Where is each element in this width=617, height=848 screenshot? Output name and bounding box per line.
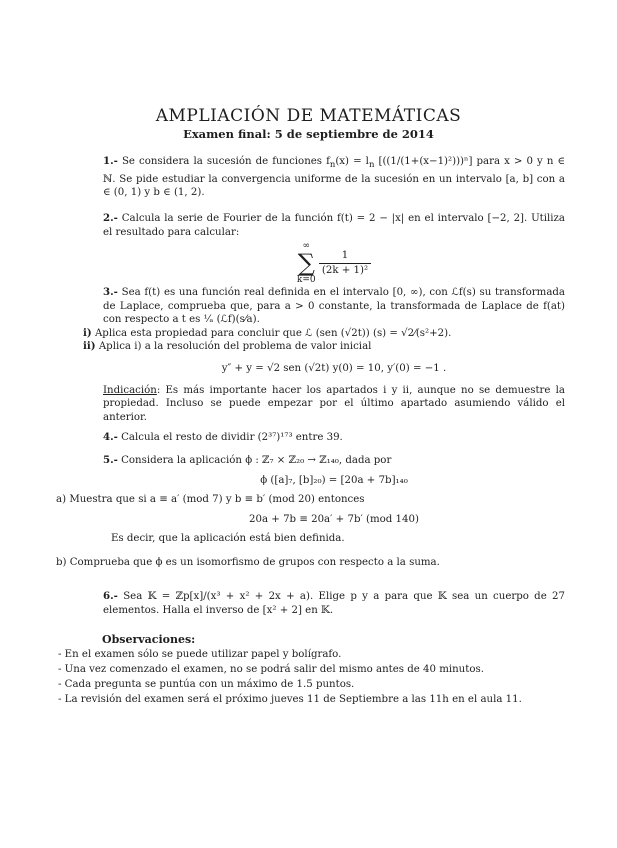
part-a xyxy=(56,493,565,507)
problem-text: Sea f(t) es una función real definida en el intervalo [0, ∞), con ℒf(s) su transformada de Laplace, comprueba que, para a > 0 constante, la transformada de Laplace de f(at) con respecto a t es ¹⁄ₐ (ℒf)(s⁄a). xyxy=(103,287,565,326)
part-text: Comprueba que ϕ es un isomorfismo de grupos con respecto a la suma. xyxy=(69,556,440,568)
indication-text: : Es más importante hacer los apartados i y ii, aunque no se demuestre la propiedad. Incluso se puede empezar por el último apartado asumiendo válido el anterior. xyxy=(103,384,565,423)
problem-number: 1.- xyxy=(103,155,118,167)
series-formula xyxy=(103,241,565,285)
subscript-n: n xyxy=(329,160,336,171)
problem-number: 2.- xyxy=(103,212,118,224)
subitem-text: Aplica esta propiedad para concluir que ℒ (sen (√2t)) (s) = √2⁄(s²+2). xyxy=(94,327,452,339)
observations xyxy=(58,632,568,707)
page-subtitle: Examen final: 5 de septiembre de 2014 xyxy=(183,127,434,141)
problem-4 xyxy=(103,431,565,445)
part-b xyxy=(56,556,565,570)
problem-text: [((1/(1+(x−1)²)))ⁿ] para x > 0 y n ∈ ℕ. Se pide estudiar la convergencia uniforme de la sucesión en un intervalo [a, b] con a ∈ (0, 1) y b ∈ (1, 2). xyxy=(103,156,565,199)
problem-5 xyxy=(56,454,565,570)
page-title: AMPLIACIÓN DE MATEMÁTICAS xyxy=(155,106,462,126)
sigma-symbol: ∑ xyxy=(297,249,315,278)
indication-label: Indicación xyxy=(103,384,157,396)
problem-text: Se considera la sucesión de funciones f xyxy=(121,156,330,167)
subitem-i xyxy=(83,327,565,341)
fraction-denominator: (2k + 1)² xyxy=(321,264,369,276)
part-label: b) xyxy=(56,556,67,568)
subscript-n: n xyxy=(368,160,375,171)
fraction-numerator: 1 xyxy=(319,249,371,264)
observation-item: - Una vez comenzado el examen, no se podrá salir del mismo antes de 40 minutos. xyxy=(58,664,484,675)
problem-1 xyxy=(103,155,565,200)
ivp-equation: y″ + y = √2 sen (√2t) y(0) = 10, y′(0) = −1 . xyxy=(221,362,447,374)
problem-text: (x) = l xyxy=(335,156,369,167)
part-a-note: Es decir, que la aplicación está bien definida. xyxy=(111,533,345,545)
observation-item: - En el examen sólo se puede utilizar papel y bolígrafo. xyxy=(58,649,342,660)
summation xyxy=(297,241,316,285)
subitem-label: ii) xyxy=(83,340,96,353)
problem-2 xyxy=(103,212,565,285)
part-label: a) xyxy=(56,494,67,506)
problem-6 xyxy=(103,590,565,617)
problem-number: 5.- xyxy=(103,454,118,466)
problem-text: Calcula la serie de Fourier de la función f(t) = 2 − |x| en el intervalo [−2, 2]. Utiliza el resultado para calcular: xyxy=(103,213,565,238)
problem-number: 4.- xyxy=(103,431,118,443)
problem-text: Sea 𝕂 = ℤp[x]/(x³ + x² + 2x + a). Elige p y a para que 𝕂 sea un cuerpo de 27 elementos. Halla el inverso de [x² + 2] en 𝕂. xyxy=(103,591,565,616)
exam-header xyxy=(0,106,617,141)
problem-number: 6.- xyxy=(103,590,118,602)
observation-item: - Cada pregunta se puntúa con un máximo de 1.5 puntos. xyxy=(58,679,355,690)
map-definition: ϕ ([a]₇, [b]₂₀) = [20a + 7b]₁₄₀ xyxy=(260,474,408,486)
part-text: Muestra que si a ≡ a′ (mod 7) y b ≡ b′ (mod 20) entonces xyxy=(69,494,365,506)
sum-lower-limit: k=0 xyxy=(296,275,316,286)
congruence-equation: 20a + 7b ≡ 20a′ + 7b′ (mod 140) xyxy=(249,513,419,525)
observation-item: - La revisión del examen será el próximo jueves 11 de Septiembre a las 11h en el aula 11. xyxy=(58,694,522,705)
indication xyxy=(103,384,565,425)
problem-3 xyxy=(83,286,565,424)
sum-fraction xyxy=(319,249,371,277)
sum-upper-limit: ∞ xyxy=(302,241,311,252)
problem-number: 3.- xyxy=(103,286,118,298)
subitem-ii xyxy=(83,340,565,354)
problem-text: Calcula el resto de dividir (2³⁷)¹⁷³ entre 39. xyxy=(121,432,343,443)
problem-text: Considera la aplicación ϕ : ℤ₇ × ℤ₂₀ → ℤ₁₄₀, dada por xyxy=(121,455,392,466)
subitem-label: i) xyxy=(83,326,92,339)
observations-title: Observaciones: xyxy=(102,633,196,646)
subitem-text: Aplica i) a la resolución del problema de valor inicial xyxy=(98,341,372,353)
